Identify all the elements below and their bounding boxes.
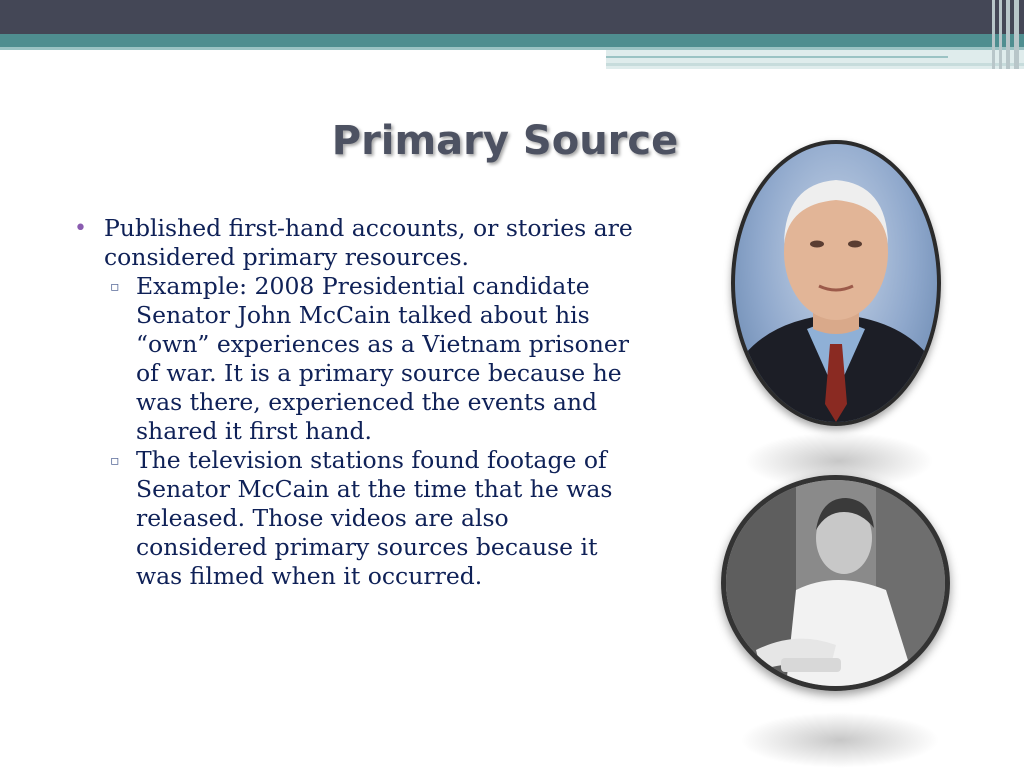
header-stripe: [992, 0, 995, 69]
bullet-text: Published first-hand accounts, or stories are considered primary resources.: [104, 214, 633, 271]
teal-band: [0, 34, 1024, 47]
portrait-illustration: [735, 144, 937, 422]
subbullet-item: [74, 272, 654, 446]
top-band: [0, 0, 1024, 34]
subbullet-text: Example: 2008 Presidential candidate Senator John McCain talked about his “own” experiences as a Vietnam prisoner of war. It is a primary source because he was there, experienced the events and shared it first hand.: [136, 272, 630, 445]
portrait-mccain-color: [731, 140, 941, 426]
portrait-illustration: [726, 480, 945, 686]
bullet-item: [74, 214, 654, 272]
subbullet-icon: ▫: [110, 279, 120, 295]
subbullet-text: The television stations found footage of Senator McCain at the time that he was released. Those videos are also considered primary sources because it was filmed when it occurred.: [136, 446, 613, 590]
header-accent-block: [606, 50, 1024, 69]
portrait-mccain-bw: [721, 475, 950, 691]
slide-title: Primary Source: [331, 118, 679, 164]
subbullet-icon: ▫: [110, 453, 120, 469]
header-accent-line: [606, 63, 1024, 66]
bullet-icon: •: [74, 216, 87, 241]
header-stripe: [1014, 0, 1019, 69]
header-stripe: [1006, 0, 1010, 69]
portrait-reflection: [740, 712, 940, 768]
header-accent-line: [606, 56, 948, 58]
slide-body: [74, 214, 654, 591]
header-stripe: [999, 0, 1002, 69]
subbullet-item: [74, 446, 654, 591]
